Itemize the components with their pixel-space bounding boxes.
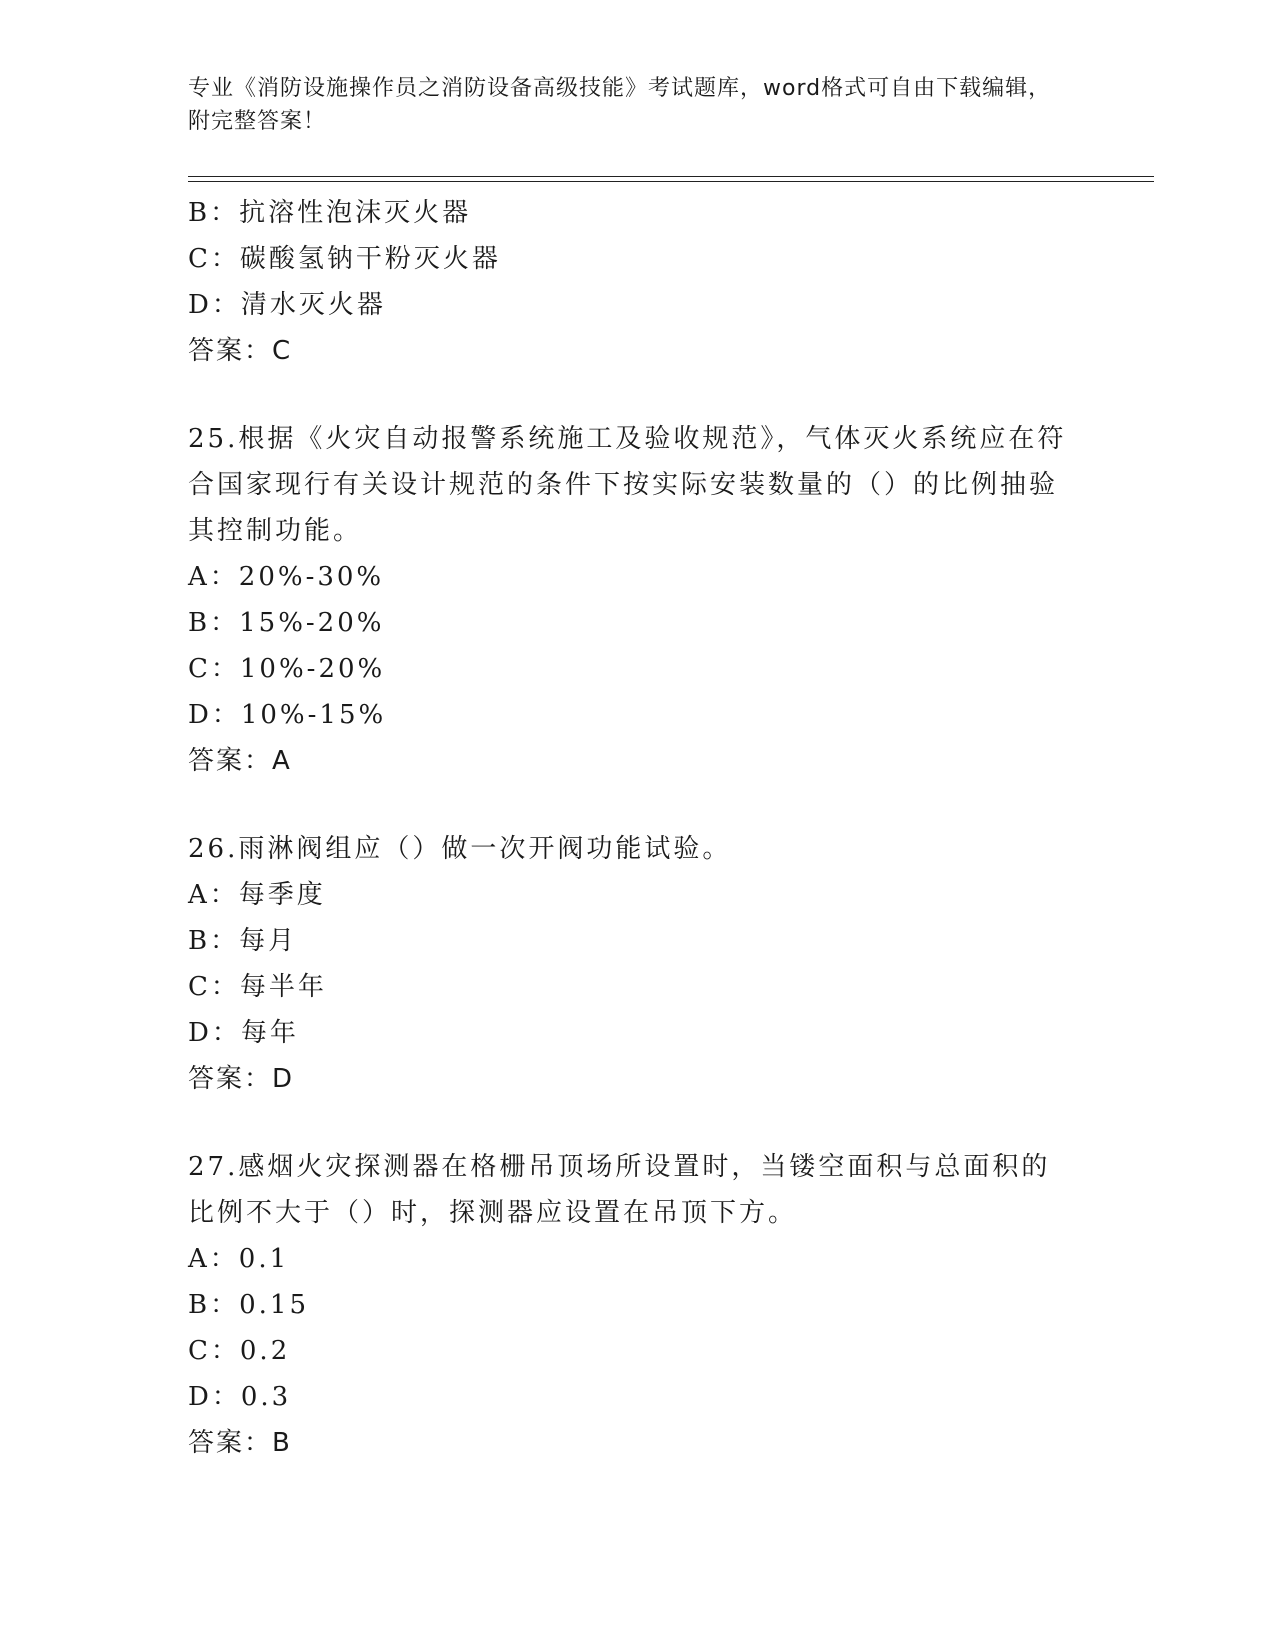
question-26: [188, 826, 1088, 1102]
answer-label: 答案：D: [188, 1064, 295, 1094]
document-header: 专业《消防设施操作员之消防设备高级技能》考试题库，word格式可自由下载编辑，附完整答案！: [188, 76, 1052, 134]
option-c: C：每半年: [188, 972, 327, 1002]
header-rule-bottom: [188, 181, 1154, 182]
spacer: [188, 374, 1088, 416]
option-a: A：20%-30%: [188, 562, 385, 592]
option-a: A：每季度: [188, 880, 326, 910]
option-c: C：碳酸氢钠干粉灭火器: [188, 244, 501, 274]
option-d: D：10%-15%: [188, 700, 387, 730]
header-rule-top: [188, 176, 1154, 177]
option-b: B：抗溶性泡沫灭火器: [188, 198, 472, 228]
option-a: A：0.1: [188, 1244, 290, 1274]
question-24-tail: [188, 190, 1088, 374]
option-d: D：0.3: [188, 1382, 292, 1412]
answer-label: 答案：A: [188, 746, 292, 776]
option-b: B：每月: [188, 926, 298, 956]
question-stem: 25.根据《火灾自动报警系统施工及验收规范》，气体灭火系统应在符合国家现行有关设计规范的条件下按实际安装数量的（）的比例抽验其控制功能。: [188, 424, 1067, 546]
question-stem: 26.雨淋阀组应（）做一次开阀功能试验。: [188, 834, 732, 864]
answer-label: 答案：B: [188, 1428, 292, 1458]
question-content: [188, 190, 1088, 1466]
option-c: C：0.2: [188, 1336, 291, 1366]
option-d: D：清水灭火器: [188, 290, 386, 320]
answer-label: 答案：C: [188, 336, 293, 366]
question-27: [188, 1144, 1088, 1466]
option-b: B：0.15: [188, 1290, 309, 1320]
option-d: D：每年: [188, 1018, 299, 1048]
question-stem: 27.感烟火灾探测器在格栅吊顶场所设置时，当镂空面积与总面积的比例不大于（）时，探测器应设置在吊顶下方。: [188, 1152, 1051, 1228]
spacer: [188, 1102, 1088, 1144]
option-b: B：15%-20%: [188, 608, 385, 638]
question-25: [188, 416, 1088, 784]
spacer: [188, 784, 1088, 826]
option-c: C：10%-20%: [188, 654, 386, 684]
